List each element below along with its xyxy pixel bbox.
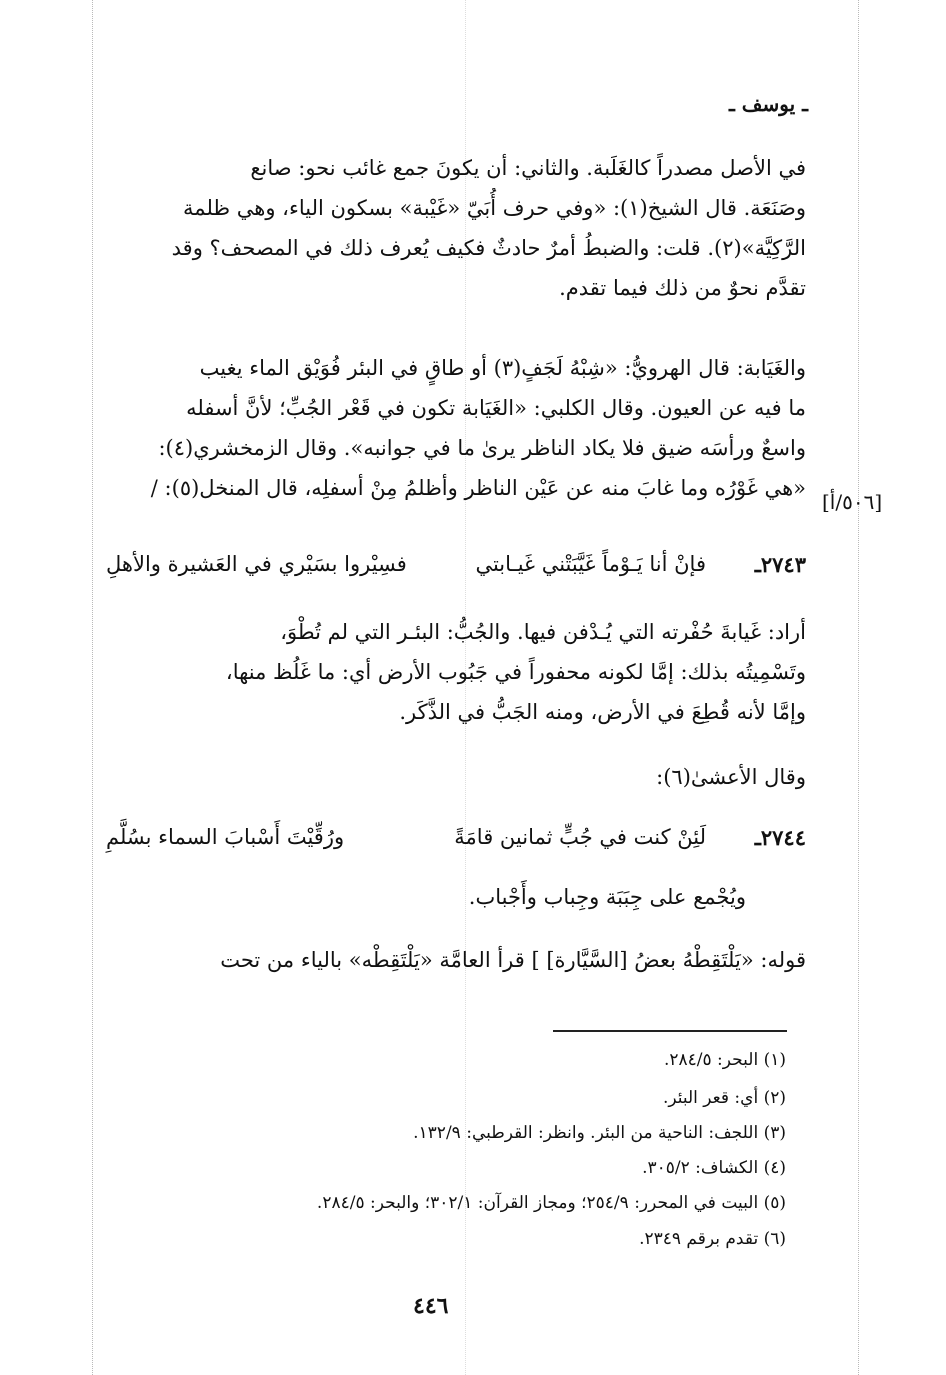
running-header: ـ يوسف ـ <box>728 92 808 116</box>
verse-number: ٢٧٤٤ـ <box>754 825 806 850</box>
page-number: ٤٤٦ <box>413 1293 449 1319</box>
manuscript-folio-marker: [٥٠٦/أ] <box>822 490 883 514</box>
text-line: قوله: «يَلْتَقِطْهُ بعضُ [السَّيَّارة] ] قرأ العامَّة «يَلْتَقِطْه» بالياء من تحت <box>220 948 806 972</box>
verse-number: ٢٧٤٣ـ <box>754 552 806 577</box>
paragraph-2 <box>106 348 806 508</box>
footnote-3: (٣) اللجف: الناحية من البئر. وانظر: القرطبي: ١٣٢/٩. <box>413 1123 786 1143</box>
verse-2743 <box>106 552 806 592</box>
verse-second-hemistich: ورُقِّيْتَ أَسْبابَ السماء بسُلَّمِ <box>106 825 345 849</box>
paragraph-1 <box>106 148 806 308</box>
text-line: وإمَّا لأنه قُطِعَ في الأرض، ومنه الجَبُّ في الذَّكَر. <box>399 700 806 724</box>
verse-first-hemistich: لَئِنْ كنت في جُبٍّ ثمانين قامَةً <box>454 825 706 849</box>
scan-guide-left <box>92 0 93 1375</box>
verse-2744 <box>106 825 806 865</box>
text-line: في الأصل مصدراً كالغَلَبة. والثاني: أن يكونَ جمع غائب نحو: صانع <box>250 156 806 180</box>
footnote-4: (٤) الكشاف: ٣٠٥/٢. <box>642 1158 786 1178</box>
verse-second-hemistich: فسِيْروا بسَيْري في العَشيرة والأهلِ <box>106 552 407 576</box>
scan-guide-right <box>858 0 859 1375</box>
footnote-6: (٦) تقدم برقم ٢٣٤٩. <box>639 1229 786 1249</box>
footnote-5: (٥) البيت في المحرر: ٢٥٤/٩؛ ومجاز القرآن: ٣٠٢/١؛ والبحر: ٢٨٤/٥. <box>316 1193 786 1213</box>
paragraph-3 <box>106 612 806 732</box>
text-line: أراد: غَيابةَ حُفْرته التي يُـدْفن فيها. والجُبُّ: البئـر التي لم تُطْوَ، <box>280 620 806 644</box>
footnote-2: (٢) أي: قعر البئر. <box>662 1088 786 1108</box>
paragraph-4 <box>106 940 806 980</box>
footnote-1: (١) البحر: ٢٨٤/٥. <box>663 1050 786 1070</box>
footnote-separator <box>553 1030 787 1032</box>
text-line: ما فيه عن العيون. وقال الكلبي: «الغَيَابة تكون في قَعْر الجُبِّ؛ لأنَّ أسفله <box>186 396 806 420</box>
text-line: الرَّكِيَّة»(٢). قلت: والضبطُ أمرٌ حادثٌ فكيف يُعرف ذلك في المصحف؟ وقد <box>171 236 806 260</box>
text-line: «هي غَوْرُه وما غابَ منه عن عَيْن الناظر وأظلمُ مِنْ أسفلِه، قال المنخل(٥): / <box>150 476 806 500</box>
plural-note: ويُجْمع على جِبَبَة وجِباب وأَجْباب. <box>468 885 746 909</box>
text-line: وتَسْمِيتُه بذلك: إمَّا لكونه محفوراً في جَبُوب الأرض أي: ما غَلُظ منها، <box>225 660 806 684</box>
text-line: والغَيَابة: قال الهرويُّ: «شِبْهُ لَجَفٍ(٣) أو طاقٍ في البئر فُوَيْق الماء يغيب <box>199 356 806 380</box>
quote-intro: وقال الأعشىٰ(٦): <box>656 765 806 789</box>
text-line: واسعٌ ورأسَه ضيق فلا يكاد الناظر يرىٰ ما في جوانبه». وقال الزمخشري(٤): <box>158 436 806 460</box>
verse-first-hemistich: فإنْ أنا يَـوْماً غَيَّبَتْني غَيـابتي <box>475 552 706 576</box>
text-line: وصَنَعَة. قال الشيخ(١): «وفي حرف أُبَيّ «غَيْبة» بسكون الياء، وهي ظلمة <box>183 196 806 220</box>
text-line: تقدَّم نحوٌ من ذلك فيما تقدم. <box>559 276 806 300</box>
